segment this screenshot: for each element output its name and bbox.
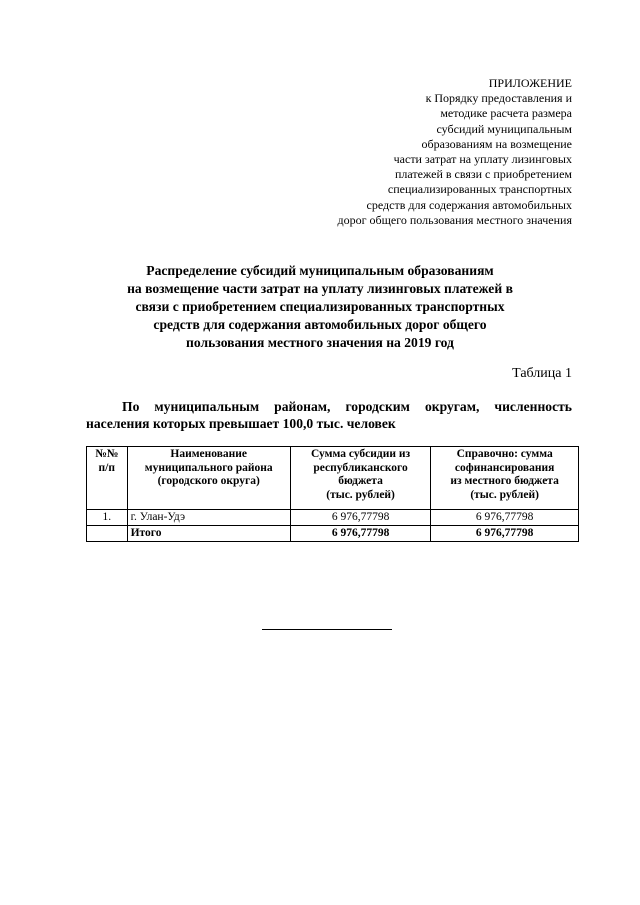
subsidy-table bbox=[86, 446, 579, 542]
cell-total-label: Итого bbox=[127, 526, 290, 542]
appendix-line: средств для содержания автомобильных bbox=[366, 197, 572, 212]
header-line: Справочно: сумма bbox=[456, 448, 553, 460]
table-total-row bbox=[87, 526, 579, 542]
title-line: пользования местного значения на 2019 год bbox=[186, 335, 454, 350]
header-number bbox=[87, 447, 128, 510]
title-line: на возмещение части затрат на уплату лизинговых платежей в bbox=[127, 281, 513, 296]
cell-subsidy: 6 976,77798 bbox=[290, 510, 430, 526]
end-separator-line bbox=[262, 629, 392, 630]
header-cofinancing bbox=[431, 447, 579, 510]
table-label: Таблица 1 bbox=[512, 366, 572, 381]
header-line: п/п bbox=[98, 461, 115, 474]
header-line: (городского округа) bbox=[157, 475, 260, 487]
header-line: республиканского bbox=[313, 461, 408, 474]
header-name bbox=[127, 447, 290, 510]
header-line: №№ bbox=[95, 448, 119, 460]
title-line: Распределение субсидий муниципальным образованиям bbox=[146, 263, 494, 278]
table-subtitle bbox=[86, 398, 572, 432]
appendix-line: образованиям на возмещение bbox=[421, 136, 572, 151]
table-row bbox=[87, 510, 579, 526]
appendix-line: субсидий муниципальным bbox=[436, 121, 572, 136]
header-line: софинансирования bbox=[454, 461, 555, 474]
title-line: средств для содержания автомобильных дорог общего bbox=[153, 317, 487, 332]
cell-name: г. Улан-Удэ bbox=[127, 510, 290, 526]
cell-cofinancing: 6 976,77798 bbox=[431, 510, 579, 526]
appendix-note bbox=[272, 76, 572, 228]
header-line: Наименование bbox=[170, 448, 248, 460]
appendix-line: части затрат на уплату лизинговых bbox=[393, 152, 572, 167]
cell-total-cofinancing: 6 976,77798 bbox=[431, 526, 579, 542]
appendix-line: дорог общего пользования местного значения bbox=[337, 212, 572, 227]
subtitle-line: По муниципальным районам, городским округам, численность bbox=[122, 399, 572, 414]
cell-number: 1. bbox=[87, 510, 128, 526]
cell-total-subsidy: 6 976,77798 bbox=[290, 526, 430, 542]
document-title bbox=[70, 262, 570, 352]
header-line: (тыс. рублей) bbox=[326, 488, 395, 501]
cell-number bbox=[87, 526, 128, 542]
title-line: связи с приобретением специализированных транспортных bbox=[135, 299, 505, 314]
appendix-line: ПРИЛОЖЕНИЕ bbox=[488, 76, 572, 90]
header-line: муниципального района bbox=[144, 461, 273, 474]
header-line: (тыс. рублей) bbox=[470, 488, 539, 501]
table-header-row bbox=[87, 447, 579, 510]
appendix-line: специализированных транспортных bbox=[387, 182, 572, 197]
subtitle-line: населения которых превышает 100,0 тыс. человек bbox=[86, 416, 396, 431]
header-line: из местного бюджета bbox=[450, 475, 559, 487]
header-line: бюджета bbox=[338, 475, 383, 487]
appendix-line: к Порядку предоставления и bbox=[425, 91, 572, 106]
appendix-line: методике расчета размера bbox=[440, 106, 572, 121]
header-subsidy-amount bbox=[290, 447, 430, 510]
appendix-line: платежей в связи с приобретением bbox=[395, 167, 572, 182]
header-line: Сумма субсидии из bbox=[311, 448, 411, 460]
